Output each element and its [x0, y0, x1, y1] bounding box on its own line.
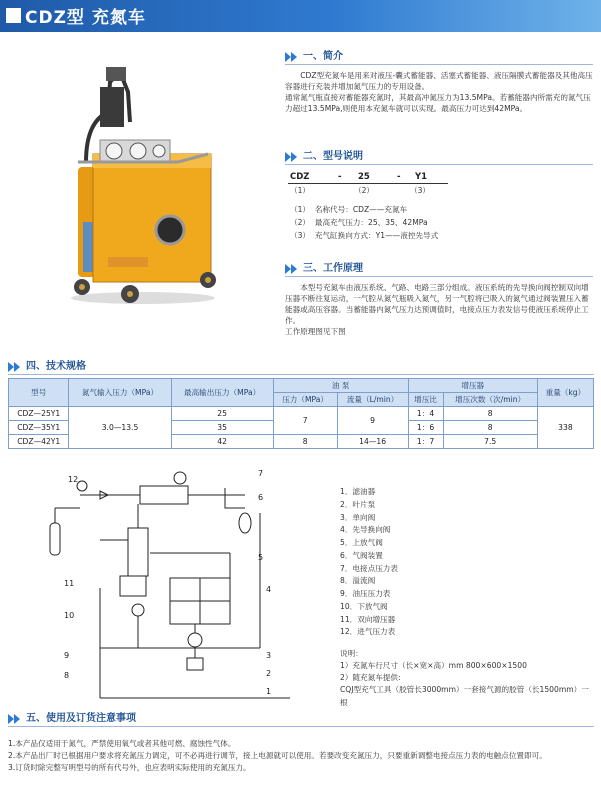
legend-item: 2．叶片泵 — [340, 499, 376, 509]
table-row: CDZ—25Y1 3.0—13.5 25 7 9 1：4 8 338 — [9, 407, 594, 421]
legend-item: 1．滤油器 — [340, 487, 376, 496]
usage-notes: 1.本产品仅适用于氮气，严禁使用氧气或者其他可燃、腐蚀性气体。 2.本产品出厂时已根据用户要求将充氮压力调定，可不必再进行调节，接上电源就可以使用。若要改变充氮压力，只要重新调整电接点压力表的电触点位置即可。 3.订货时除完整写明型号的所有代号外，也应表明实际使用的充氮压力。 — [8, 739, 547, 772]
double-arrow-icon — [8, 362, 22, 372]
legend-item: 12．进气压力表 — [340, 627, 396, 637]
callout-10: 10 — [64, 611, 75, 620]
th-strokes: 增压次数（次/min） — [443, 393, 537, 407]
legend-item: 3．单向阀 — [340, 512, 376, 522]
section-divider — [285, 276, 593, 277]
double-arrow-icon — [8, 714, 22, 724]
model-lines: （1） 名称代号：CDZ——充氮车 （2） 最高充气压力：25、35、42MPa （3） 充气缸换向方式：Y1——液控先导式 — [290, 205, 439, 240]
th-outlet: 最高输出压力（MPa） — [171, 379, 273, 407]
double-arrow-icon — [285, 52, 299, 62]
model-code: CDZ - 25 - Y1 — [290, 172, 428, 182]
th-pump: 油 泵 — [273, 379, 408, 393]
double-arrow-icon — [285, 264, 299, 274]
nitrogen-cart-illustration — [48, 62, 223, 307]
section-usage-heading: 五、使用及订货注意事项 — [8, 712, 136, 727]
section-model-heading: 二、型号说明 — [285, 150, 363, 165]
callout-8: 8 — [64, 671, 70, 680]
th-inlet: 氮气输入压力（MPa） — [69, 379, 171, 407]
model-code-underline — [288, 183, 448, 184]
th-pump-flow: 流量（L/min） — [337, 393, 408, 407]
title-bar — [0, 0, 601, 32]
title-square-icon — [6, 8, 21, 23]
legend-item: 5．上放气阀 — [340, 538, 383, 547]
schematic-legend — [340, 486, 398, 639]
section-divider — [8, 726, 594, 727]
th-weight: 重量（kg） — [537, 379, 593, 407]
callout-2: 2 — [266, 669, 272, 678]
table-row: CDZ—35Y1 35 1：6 8 — [9, 421, 594, 435]
section-principle-heading: 三、工作原理 — [285, 262, 363, 277]
th-model: 型号 — [9, 379, 69, 407]
legend-item: 8．溢流阀 — [340, 576, 376, 586]
schematic-notes: 说明： 1）充氮车行尺寸（长×宽×高）mm 800×600×1500 2）随充氮车提供: CQJ型充气工具（胶管长3000mm）一套接气源的胶管（长1500mm）一根 — [340, 648, 595, 709]
legend-item: 4．先导换向阀 — [340, 525, 391, 535]
legend-item: 6．气阀装置 — [340, 550, 383, 560]
double-arrow-icon — [285, 152, 299, 162]
callout-6: 6 — [258, 493, 264, 502]
th-ratio: 增压比 — [408, 393, 443, 407]
page-title: CDZ型 充氮车 — [25, 8, 146, 28]
legend-item: 7．电接点压力表 — [340, 563, 398, 573]
legend-item: 10．下放气阀 — [340, 601, 388, 611]
section-intro-heading: 一、简介 — [285, 50, 343, 65]
section-divider — [285, 64, 593, 65]
callout-3: 3 — [266, 651, 272, 660]
th-booster: 增压器 — [408, 379, 537, 393]
callout-1: 1 — [266, 687, 272, 696]
th-pump-pressure: 压力（MPa） — [273, 393, 337, 407]
callout-7: 7 — [258, 469, 264, 478]
section-divider — [285, 164, 593, 165]
callout-11: 11 — [64, 579, 75, 588]
callout-12: 12 — [68, 475, 79, 484]
notes-title: 说明： — [340, 649, 363, 658]
callout-4: 4 — [266, 585, 272, 594]
model-code-index: （1） （2） （3） — [290, 186, 431, 195]
intro-text: CDZ型充氮车是用来对液压-囊式蓄能器、活塞式蓄能器、液压隔膜式蓄能器及其他高压容器进行充装并增加氮气压力的专用设备。 通常氮气瓶直接对蓄能器充氮时，其最高冲氮压力为13.5MPa。若蓄能器内所需充的氮气压力超过13.5MPa,则使用本充氮车就可以实现。最高压力可达到42MPa。 — [285, 71, 593, 113]
principle-text: 本型号充氮车由液压系统、气路、电路三部分组成。液压系统的先导换向阀控制双向增压器不断往复运动，一气腔从氮气瓶吸入氮气，另一气腔将已吸入的氮气通过阀装置压入蓄能器或高压容器。当蓄能器内氮气压力达预调值时，电接点压力表发信号使液压系统停止工作。 工作原理图见下图 — [285, 283, 589, 336]
legend-item: 11．双向增压器 — [340, 614, 396, 624]
callout-5: 5 — [258, 553, 264, 562]
section-spec-heading: 四、技术规格 — [8, 360, 86, 375]
table-row: CDZ—42Y1 42 8 14—16 1：7 7.5 — [9, 435, 594, 449]
spec-table — [8, 378, 594, 449]
section-divider — [8, 374, 594, 375]
legend-item: 9．油压压力表 — [340, 589, 391, 598]
callout-9: 9 — [64, 651, 70, 660]
hydraulic-schematic — [40, 468, 340, 708]
